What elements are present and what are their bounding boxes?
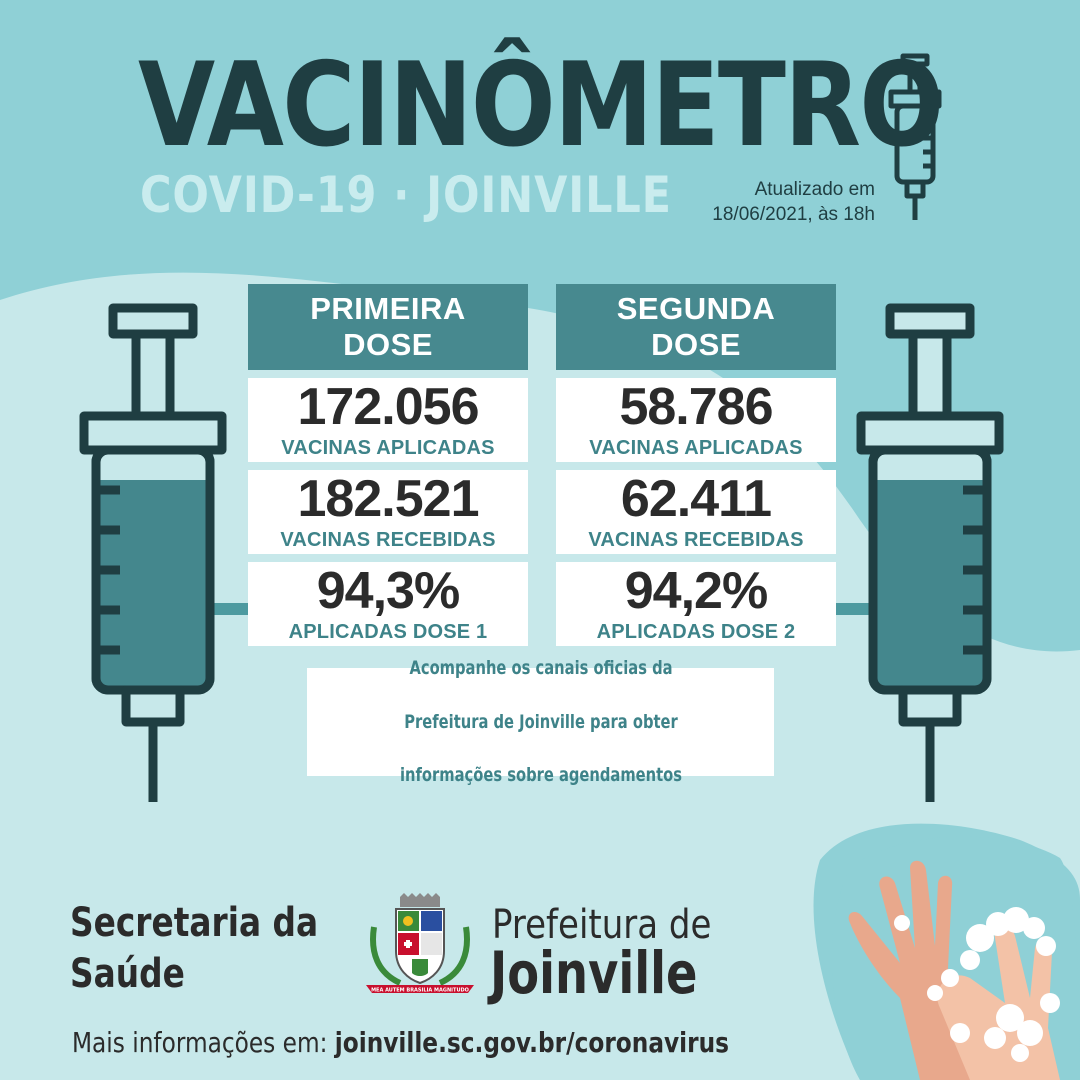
hands-washing-illustration xyxy=(820,828,1080,1080)
stat-card xyxy=(556,378,836,462)
page-subtitle: COVID-19 · JOINVILLE xyxy=(140,166,672,224)
stat-card xyxy=(556,562,836,646)
first-dose-column xyxy=(248,284,528,646)
secretaria-line2: Saúde xyxy=(70,951,185,998)
syringe-icon xyxy=(78,302,228,807)
stat-card xyxy=(556,470,836,554)
stat-value: 94,3% xyxy=(316,561,460,620)
more-info-label: Mais informações em: xyxy=(72,1026,328,1059)
more-info-link[interactable]: joinville.sc.gov.br/coronavirus xyxy=(334,1026,729,1059)
prefeitura-label: Prefeitura de xyxy=(492,902,712,948)
updated-timestamp xyxy=(712,178,875,227)
stat-label: APLICADAS DOSE 2 xyxy=(596,620,796,643)
stat-card xyxy=(248,470,528,554)
stat-value: 58.786 xyxy=(619,377,773,436)
first-dose-header-line1: PRIMEIRA xyxy=(310,291,466,327)
secretaria-line1: Secretaria da xyxy=(70,900,319,946)
stat-value: 172.056 xyxy=(297,377,479,436)
first-dose-header xyxy=(248,284,528,370)
more-info xyxy=(72,1026,729,1059)
stat-label: VACINAS APLICADAS xyxy=(281,436,495,459)
info-box xyxy=(307,656,774,787)
second-dose-column xyxy=(556,284,836,646)
info-line: informações sobre agendamentos xyxy=(399,764,682,787)
second-dose-header-line2: DOSE xyxy=(651,327,741,362)
updated-date: 18/06/2021, às 18h xyxy=(712,203,875,225)
joinville-crest xyxy=(360,893,480,1001)
joinville-label: Joinville xyxy=(490,939,698,1007)
first-dose-header-line2: DOSE xyxy=(343,327,433,362)
info-line: Prefeitura de Joinville para obter xyxy=(403,710,678,733)
page-title: VACINÔMETRO xyxy=(138,38,943,173)
syringe-icon xyxy=(885,52,945,224)
updated-label: Atualizado em xyxy=(754,179,875,200)
stat-card xyxy=(248,562,528,646)
stat-label: APLICADAS DOSE 1 xyxy=(288,620,488,643)
svg-text:MEA AUTEM BRASILIA MAGNITUDO: MEA AUTEM BRASILIA MAGNITUDO xyxy=(371,987,469,994)
stat-value: 182.521 xyxy=(297,469,479,528)
stat-label: VACINAS RECEBIDAS xyxy=(280,528,496,551)
secretaria-label xyxy=(70,898,318,1000)
stat-value: 94,2% xyxy=(624,561,768,620)
stat-label: VACINAS RECEBIDAS xyxy=(588,528,804,551)
second-dose-header-line1: SEGUNDA xyxy=(616,291,776,327)
syringe-icon xyxy=(855,302,1005,807)
second-dose-header xyxy=(556,284,836,370)
stat-value: 62.411 xyxy=(620,469,772,528)
stat-card xyxy=(248,378,528,462)
stat-label: VACINAS APLICADAS xyxy=(589,436,803,459)
info-line: Acompanhe os canais oficias da xyxy=(408,656,673,679)
